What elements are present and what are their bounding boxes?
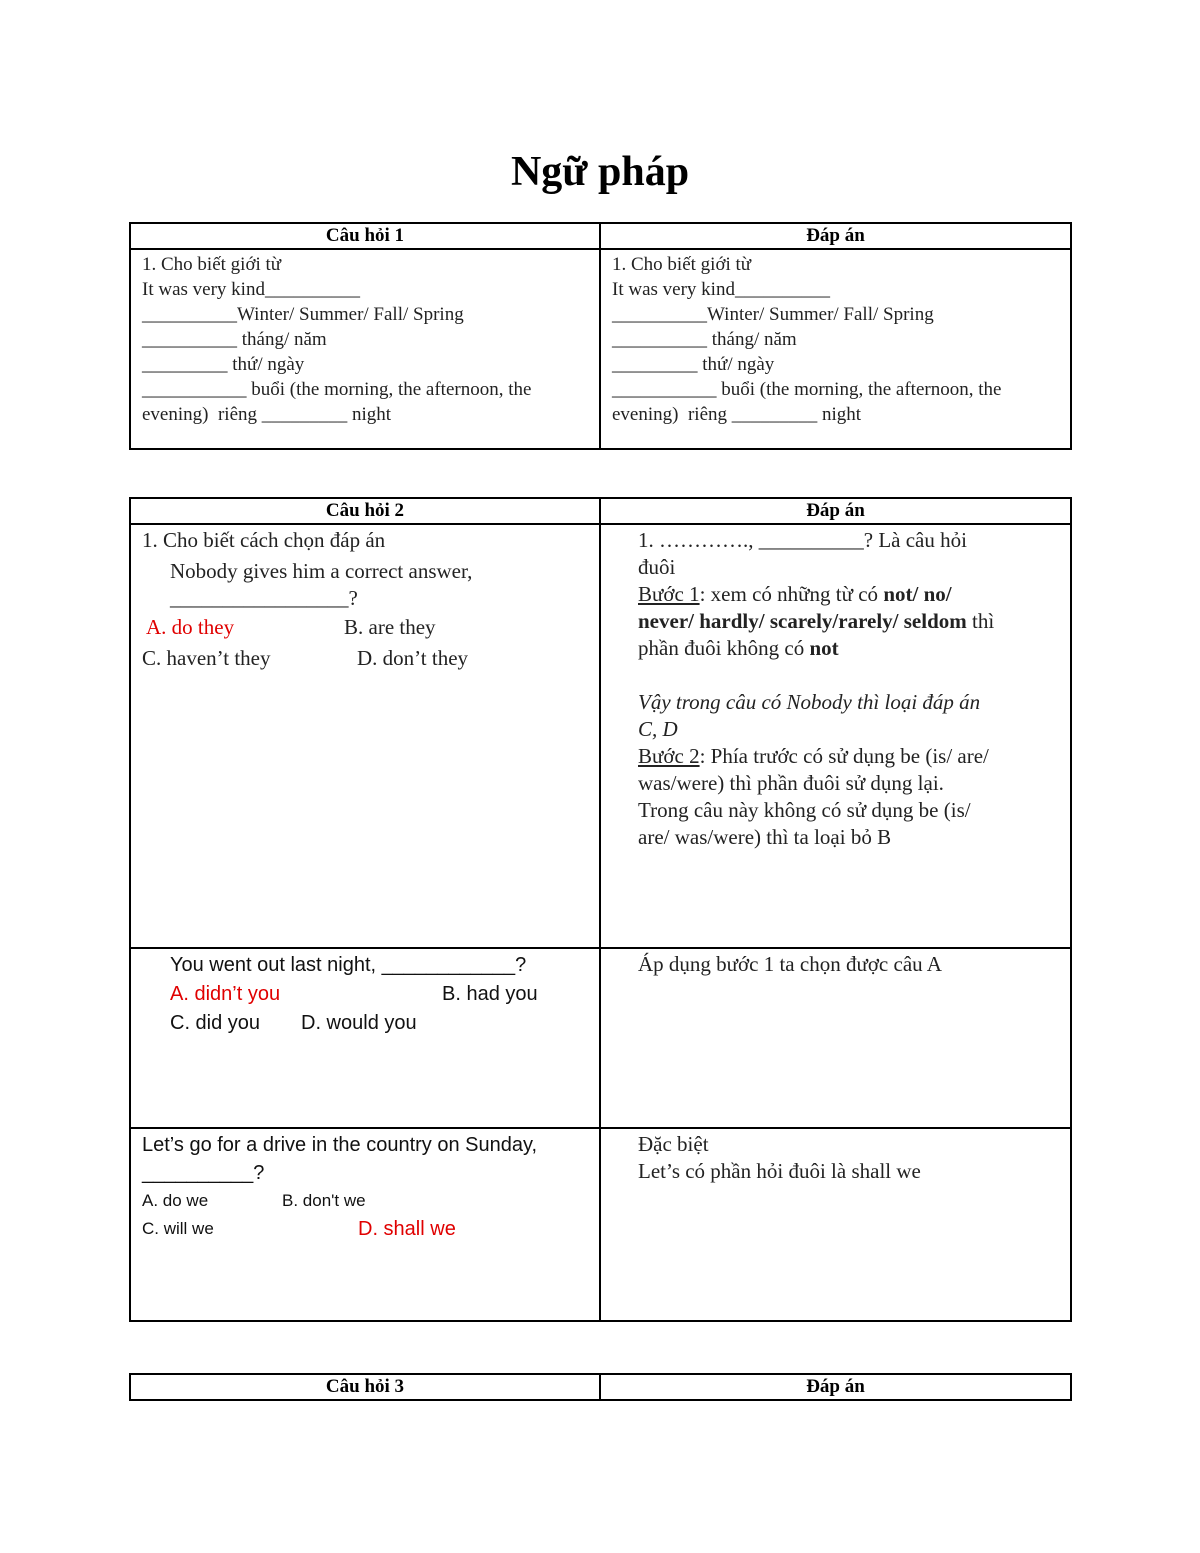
a2a-step1-label: Bước 1 xyxy=(638,582,700,606)
a2b-text: Áp dụng bước 1 ta chọn được câu A xyxy=(638,952,942,976)
a1-line: _________ thứ/ ngày xyxy=(612,354,775,375)
q1-line: 1. Cho biết giới từ xyxy=(142,254,282,275)
q2b-option-c: C. did you xyxy=(170,1012,261,1034)
q2c-option-b: B. don't we xyxy=(282,1191,366,1210)
a2a-keywords: never/ hardly/ scarely/rarely/ seldom xyxy=(638,609,967,633)
a2a-step2 xyxy=(638,743,1060,770)
q2c-option-a: A. do we xyxy=(142,1191,209,1210)
answer-2a-cell xyxy=(600,524,1071,948)
q2b-option-a: A. didn’t you xyxy=(170,983,281,1005)
q2b-option-d: D. would you xyxy=(301,1012,417,1034)
question-2c-cell xyxy=(130,1128,600,1321)
question-2-header: Câu hỏi 2 xyxy=(130,498,600,524)
q1-line: __________ tháng/ năm xyxy=(142,329,327,350)
a2a-step1-bold: not/ no/ xyxy=(883,582,952,606)
q2c-question: Let’s go for a drive in the country on Sunday, xyxy=(142,1134,538,1156)
question-3-header: Câu hỏi 3 xyxy=(130,1374,600,1400)
a2c-text: Let’s có phần hỏi đuôi là shall we xyxy=(638,1159,921,1183)
a2a-line: was/were) thì phần đuôi sử dụng lại. xyxy=(638,771,944,795)
a2a-line: 1. …………., __________? Là câu hỏi xyxy=(638,528,967,552)
a2a-step2-label: Bước 2 xyxy=(638,744,700,768)
a2a-step1-cont xyxy=(638,608,1060,635)
a1-line: ___________ buổi (the morning, the afternoon, the xyxy=(612,379,1002,400)
q1-line: evening) riêng _________ night xyxy=(142,404,392,425)
a2a-line: are/ was/were) thì ta loại bỏ B xyxy=(638,825,892,849)
a2c-label: Đặc biệt xyxy=(638,1132,709,1156)
question-2b-cell xyxy=(130,948,600,1128)
a2a-text: thì xyxy=(966,609,995,633)
question-2a-cell xyxy=(130,524,600,948)
answer-1-header: Đáp án xyxy=(600,223,1071,249)
q2c-blank: __________? xyxy=(142,1162,265,1184)
a2a-line: đuôi xyxy=(638,555,676,579)
q2a-sentence: Nobody gives him a correct answer, xyxy=(170,559,473,583)
a2a-step2-text: : Phía trước có sử dụng be (is/ are/ xyxy=(699,744,989,768)
question-1-cell xyxy=(130,249,600,449)
a2a-step1 xyxy=(638,581,1060,608)
answer-2c-cell xyxy=(600,1128,1071,1321)
a1-line: __________ tháng/ năm xyxy=(612,329,797,350)
q2a-option-a: A. do they xyxy=(146,615,235,639)
a2a-line: Trong câu này không có sử dụng be (is/ xyxy=(638,798,971,822)
question-3-table xyxy=(129,1373,1072,1401)
q1-line: ___________ buổi (the morning, the afternoon, the xyxy=(142,379,532,400)
a2a-step1-text: : xem có những từ có xyxy=(699,582,884,606)
a2a-not: not xyxy=(809,636,839,660)
a1-line: It was very kind__________ xyxy=(612,279,830,300)
a2a-text: phần đuôi không có xyxy=(638,636,810,660)
a2a-step1-cont2 xyxy=(638,635,1060,662)
a1-line: evening) riêng _________ night xyxy=(612,404,862,425)
a1-line: 1. Cho biết giới từ xyxy=(612,254,752,275)
q2a-blank: _________________? xyxy=(170,586,358,610)
question-1-table xyxy=(129,222,1072,450)
question-1-header: Câu hỏi 1 xyxy=(130,223,600,249)
answer-2b-cell xyxy=(600,948,1071,1128)
q1-line: __________Winter/ Summer/ Fall/ Spring xyxy=(142,304,464,325)
q1-line: It was very kind__________ xyxy=(142,279,360,300)
answer-3-header: Đáp án xyxy=(600,1374,1071,1400)
q2a-option-c: C. haven’t they xyxy=(142,646,271,670)
q1-line: _________ thứ/ ngày xyxy=(142,354,305,375)
answer-2-header: Đáp án xyxy=(600,498,1071,524)
q2a-option-d: D. don’t they xyxy=(357,646,469,670)
q2a-option-b: B. are they xyxy=(344,615,436,639)
a2a-conclusion: C, D xyxy=(638,717,678,741)
q2c-option-d: D. shall we xyxy=(358,1218,456,1240)
question-2-table xyxy=(129,497,1072,1322)
q2b-option-b: B. had you xyxy=(442,983,538,1005)
a1-line: __________Winter/ Summer/ Fall/ Spring xyxy=(612,304,934,325)
q2c-option-c: C. will we xyxy=(142,1219,214,1238)
answer-1-cell xyxy=(600,249,1071,449)
q2b-question: You went out last night, ____________? xyxy=(170,954,527,976)
a2a-conclusion: Vậy trong câu có Nobody thì loại đáp án xyxy=(638,690,981,714)
q2a-line: 1. Cho biết cách chọn đáp án xyxy=(142,528,386,552)
page-title: Ngữ pháp xyxy=(510,149,690,195)
